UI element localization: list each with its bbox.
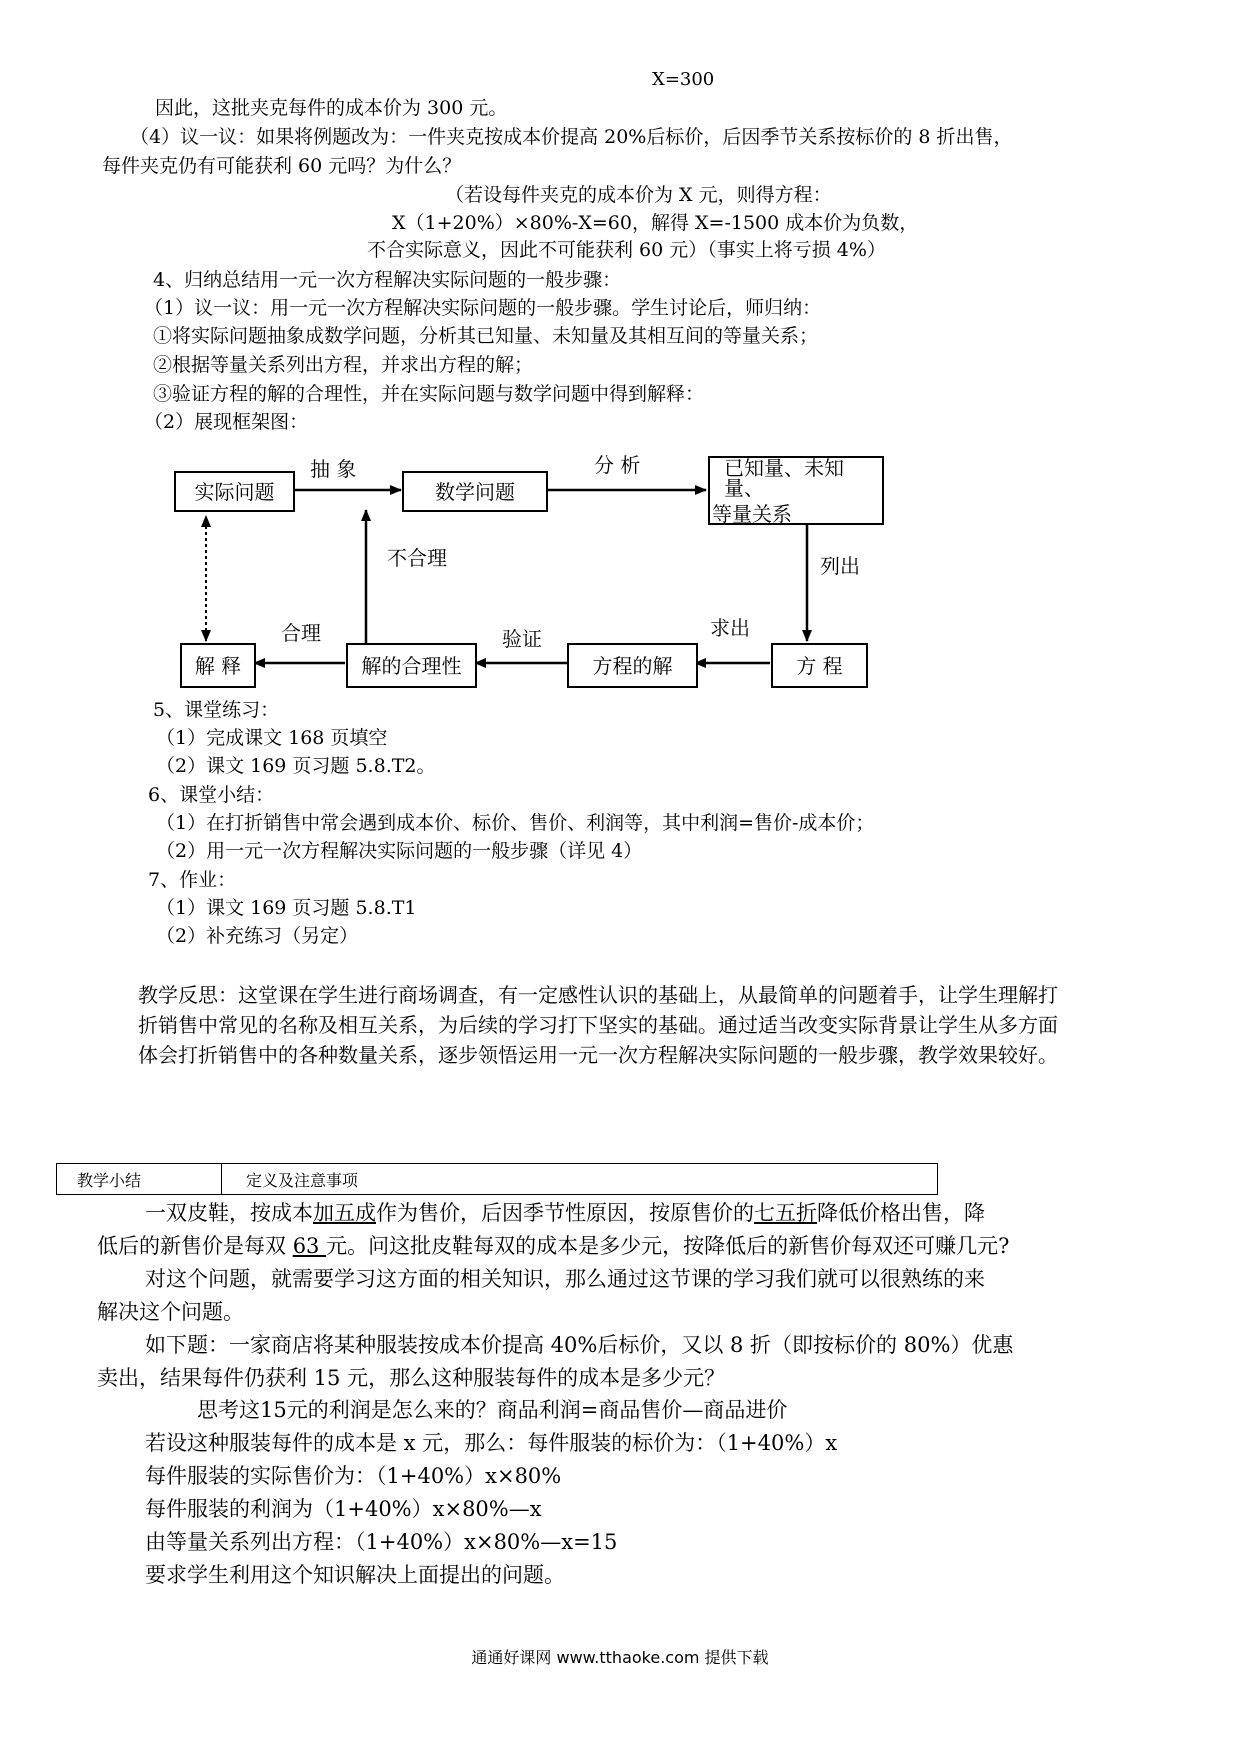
conclusion-line: 因此，这批夹克每件的成本价为 300 元。 [155,97,508,119]
section5-item1: （1）完成课文 168 页填空 [156,727,388,749]
discuss-4-line1: （4）议一议：如果将例题改为：一件夹克按成本价提高 20%后标价，后因季节关系按标价的 8 折出售， [130,126,1013,148]
summary-table [56,1163,938,1195]
label-analyze: 分 析 [594,453,641,477]
text-segment: 降低价格出售，降 [817,1201,985,1225]
section6-item2: （2）用一元一次方程解决实际问题的一般步骤（详见 4） [156,840,643,862]
underlined-price: 63 [292,1234,327,1258]
label-verify: 验证 [502,627,542,651]
reflection-line1: 教学反思：这堂课在学生进行商场调查，有一定感性认识的基础上，从最简单的问题着手，让学生理解打 [138,983,1058,1007]
bottom-p11: 由等量关系列出方程：（1+40%）x×80%—x=15 [145,1530,618,1554]
bottom-p4: 解决这个问题。 [97,1300,244,1324]
answer-line2: X（1+20%）×80%-X=60，解得 X=-1500 成本价为负数， [392,212,919,234]
section4-step1: ①将实际问题抽象成数学问题，分析其已知量、未知量及其相互间的等量关系； [153,325,819,347]
section6-item1: （1）在打折销售中常会遇到成本价、标价、售价、利润等，其中利润=售价-成本价； [156,812,875,834]
discuss-4-line2: 每件夹克仍有可能获利 60 元吗？为什么？ [102,155,462,177]
reflection-line2: 折销售中常见的名称及相互关系，为后续的学习打下坚实的基础。通过适当改变实际背景让学生从多方面 [138,1013,1058,1037]
bottom-p10: 每件服装的利润为（1+40%）x×80%—x [145,1497,542,1521]
bottom-paragraph-line2 [97,1236,1009,1257]
bottom-paragraph-line1 [145,1203,985,1224]
box-math-problem: 数学问题 [402,471,548,512]
text-segment: 作为售价，后因季节性原因，按原售价的 [376,1201,754,1225]
section7-item1: （1）课文 169 页习题 5.8.T1 [156,897,417,919]
bottom-p12: 要求学生利用这个知识解决上面提出的问题。 [145,1563,565,1587]
box-explanation: 解 释 [180,643,256,688]
box-known-unknown [708,456,884,525]
bottom-p3: 对这个问题，就需要学习这方面的相关知识，那么通过这节课的学习我们就可以很熟练的来 [145,1267,985,1291]
summary-table-cell-content: 定义及注意事项 [246,1170,359,1190]
answer-line1: （若设每件夹克的成本价为 X 元，则得方程： [445,184,832,206]
label-unreasonable: 不合理 [387,546,447,570]
section7-heading: 7、作业： [148,869,237,891]
label-list: 列出 [820,554,860,578]
box-equation: 方 程 [771,643,868,688]
bottom-p8: 若设这种服装每件的成本是 x 元，那么：每件服装的标价为：（1+40%）x [145,1431,838,1455]
section4-heading: 4、归纳总结用一元一次方程解决实际问题的一般步骤： [153,269,622,291]
section7-item2: （2）补充练习（另定） [156,925,359,947]
section4-step2: ②根据等量关系列出方程，并求出方程的解； [153,354,534,376]
bottom-p7: 思考这15元的利润是怎么来的？商品利润=商品售价—商品进价 [197,1398,788,1422]
summary-table-cell-label: 教学小结 [57,1164,222,1194]
bottom-p6: 卖出，结果每件仍获利 15 元，那么这种服装每件的成本是多少元？ [97,1366,726,1390]
text-segment: 一双皮鞋，按成本 [145,1201,313,1225]
section4-step3: ③验证方程的解的合理性，并在实际问题与数学问题中得到解释： [153,383,705,405]
equation-result: X=300 [652,69,715,90]
box-reasonableness: 解的合理性 [346,643,477,688]
section4-item2: （2）展现框架图： [144,411,309,433]
label-abstract: 抽 象 [310,457,357,481]
page-footer: 通通好课网 www.tthaoke.com 提供下载 [471,1648,769,1667]
bottom-p5: 如下题：一家商店将某种服装按成本价提高 40%后标价，又以 8 折（即按标价的 80%）优惠 [145,1333,1014,1357]
box-known-line1: 已知量、未知量、 [724,455,844,500]
label-solve: 求出 [710,616,750,640]
section5-item2: （2）课文 169 页习题 5.8.T2。 [156,755,436,777]
box-equation-solution: 方程的解 [567,643,698,688]
section6-heading: 6、课堂小结： [148,784,275,806]
reflection-line3: 体会打折销售中的各种数量关系，逐步领悟运用一元一次方程解决实际问题的一般步骤，教学效果较好。 [138,1043,1058,1067]
bottom-p9: 每件服装的实际售价为：（1+40%）x×80% [145,1464,562,1488]
text-segment: 低后的新售价是每双 [97,1234,293,1258]
underlined-phrase-discount: 七五折 [754,1201,817,1225]
box-actual-problem: 实际问题 [174,471,295,512]
answer-line3: 不合实际意义，因此不可能获利 60 元）（事实上将亏损 4%） [367,239,886,261]
label-reasonable: 合理 [281,621,321,645]
section5-heading: 5、课堂练习： [153,699,280,721]
text-segment: 元。问这批皮鞋每双的成本是多少元，按降低后的新售价每双还可赚几元? [326,1234,1010,1258]
box-known-line2: 等量关系 [712,501,792,526]
section4-item1: （1）议一议：用一元一次方程解决实际问题的一般步骤。学生讨论后，师归纳： [144,297,822,319]
underlined-phrase-markup: 加五成 [313,1201,376,1225]
